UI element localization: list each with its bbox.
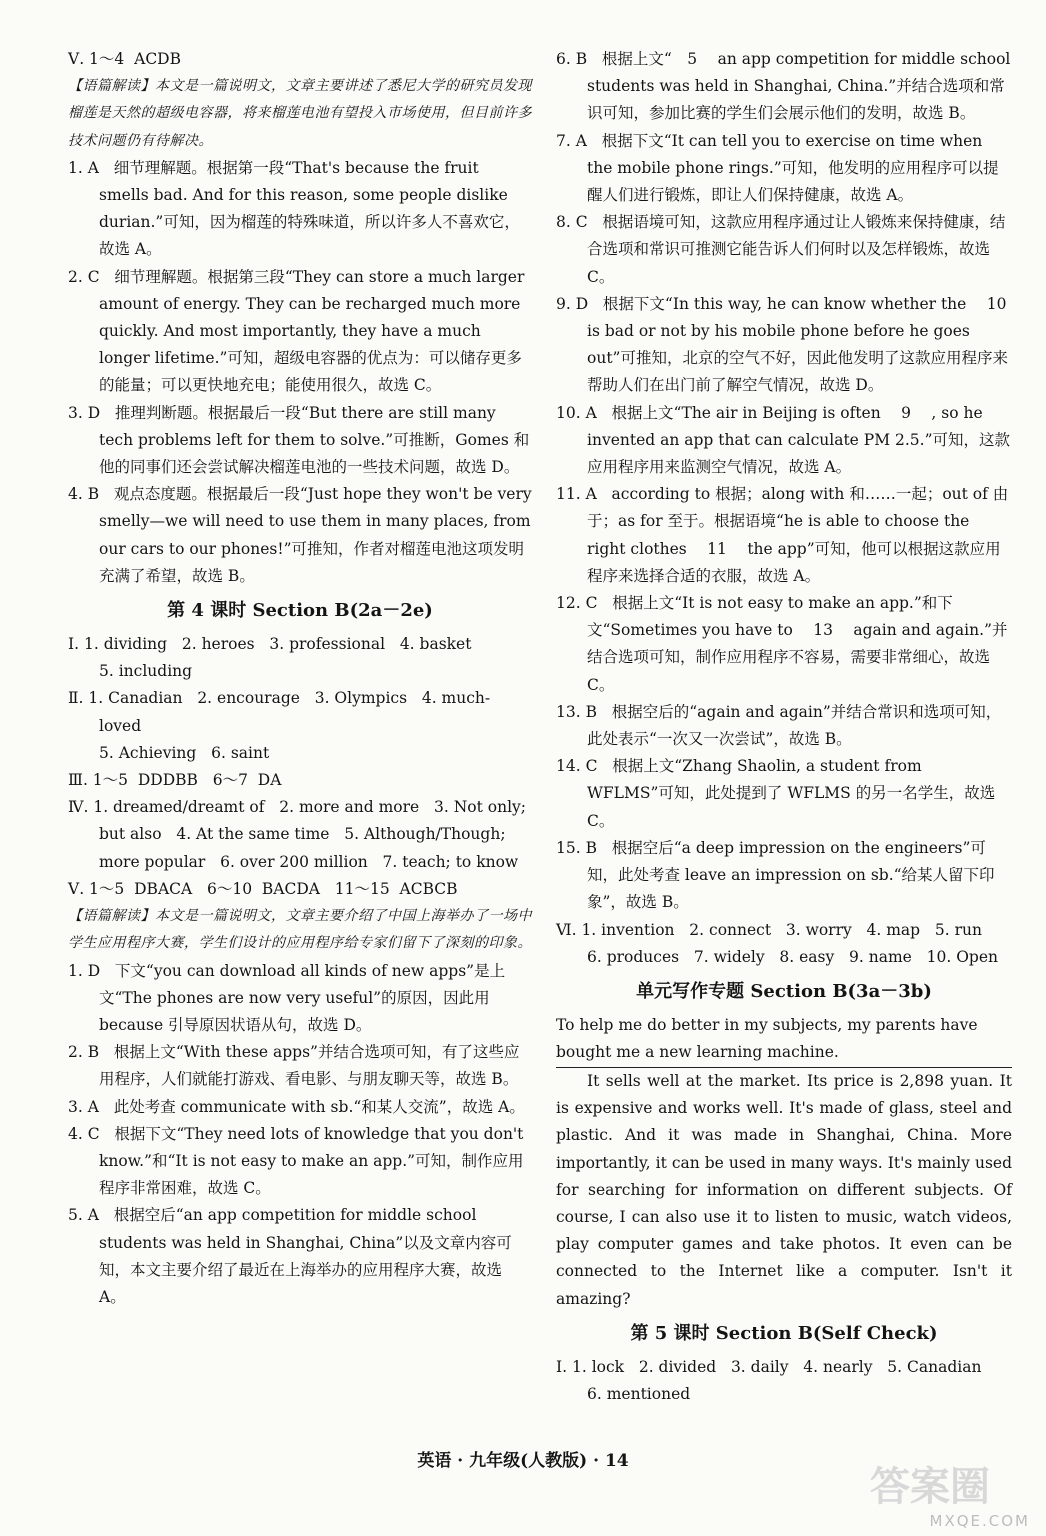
answer-paragraph: Ⅵ. 1. invention 2. connect 3. worry 4. map 5. run 6. produces 7. widely 8. easy 9. name 10. Open xyxy=(556,920,998,966)
answer-paragraph: 3. A 此处考查 communicate with sb.“和某人交流”，故选 A。 xyxy=(68,1097,525,1116)
right-column xyxy=(556,46,1027,1408)
answer-paragraph: 7. A 根据下文“It can tell you to exercise on time when the mobile phone rings.”可知，他发明的应用程序可以提醒人们进行锻炼，即让人们保持健康，故选 A。 xyxy=(556,131,999,205)
answer-paragraph: 15. B 根据空后“a deep impression on the engineers”可知，此处考查 leave an impression on sb.“给某人留下印象”，故选 B。 xyxy=(556,838,995,912)
answer-paragraph: 2. C 细节理解题。根据第三段“They can store a much larger amount of energy. They can be recharged much more quickly. And most importantly, they have a much longer lifetime.”可知，超级电容器的优点为：可以储存更多的能量；可以更快地充电；能使用很久，故选 C。 xyxy=(68,267,530,395)
answer-paragraph: 【语篇解读】本文是一篇说明文，文章主要讲述了悉尼大学的研究员发现榴莲是天然的超级电容器，将来榴莲电池有望投入市场使用，但目前许多技术问题仍有待解决。 xyxy=(68,78,532,149)
answer-paragraph: Ⅴ. 1～5 DBACA 6～10 BACDA 11～15 ACBCB xyxy=(68,879,458,898)
answer-paragraph: Ⅳ. 1. dreamed/dreamt of 2. more and more 3. Not only; but also 4. At the same time 5. Although/Though; more popular 6. over 200 million 7. teach; to know xyxy=(68,798,531,871)
answer-paragraph: Ⅲ. 1～5 DDDBB 6～7 DA xyxy=(68,771,282,790)
answer-paragraph: Ⅰ. 1. dividing 2. heroes 3. professional 4. basket 5. including xyxy=(68,635,472,681)
section-title: 第 5 课时 Section B(Self Check) xyxy=(630,1322,938,1344)
answer-paragraph: 【语篇解读】本文是一篇说明文，文章主要介绍了中国上海举办了一场中学生应用程序大赛，学生们设计的应用程序给专家们留下了深刻的印象。 xyxy=(68,908,532,952)
answer-paragraph: Ⅰ. 1. lock 2. divided 3. daily 4. nearly 5. Canadian 6. mentioned xyxy=(556,1357,982,1403)
answer-paragraph: 11. A according to 根据；along with 和……一起；out of 由于；as for 至于。根据语境“he is able to choose the right clothes 11 the app”可知，他可以根据这款应用程序来选择合适的衣服，故选 A。 xyxy=(556,485,1009,585)
answer-paragraph: 3. D 推理判断题。根据最后一段“But there are still many tech problems left for them to solve.”可推断，Gomes 和他的同事们还会尝试解决榴莲电池的一些技术问题，故选 D。 xyxy=(68,403,530,477)
answer-paragraph: Ⅴ. 1～4 ACDB xyxy=(68,50,181,68)
answer-paragraph: 12. C 根据上文“It is not easy to make an app.”和下文“Sometimes you have to 13 again and again.”并结合选项可知，制作应用程序不容易，需要非常细心，故选 C。 xyxy=(556,594,1008,694)
essay-body: It sells well at the market. Its price is 2,898 yuan. It is expensive and works well. It's made of glass, steel and plastic. And it was made in Shanghai, China. More importantly, it can be used in many ways. It's mainly used for searching for information on different subjects. Of course, I can also use it to listen to music, watch videos, play computer games and take photos. It even can be connected to the Internet like a computer. Isn't it amazing? xyxy=(556,1071,1012,1308)
watermark xyxy=(850,1455,1030,1530)
answer-paragraph: 5. A 根据空后“an app competition for middle school students was held in Shanghai, China”以及文章内容可知，本文主要介绍了最近在上海举办的应用程序大赛，故选 A。 xyxy=(68,1206,512,1306)
section-title: 单元写作专题 Section B(3a－3b) xyxy=(636,980,932,1002)
page-footer: 英语 · 九年级(人教版) · 14 xyxy=(417,1451,629,1471)
watermark-logo: 答案圈 xyxy=(870,1464,990,1510)
left-column xyxy=(68,46,537,1311)
answer-paragraph: Ⅱ. 1. Canadian 2. encourage 3. Olympics 4. much-loved 5. Achieving 6. saint xyxy=(68,689,491,762)
answer-paragraph: 8. C 根据语境可知，这款应用程序通过让人锻炼来保持健康，结合选项和常识可推测它能告诉人们何时以及怎样锻炼，故选 C。 xyxy=(556,213,1006,286)
answer-paragraph: 13. B 根据空后的“again and again”并结合常识和选项可知，此处表示“一次又一次尝试”，故选 B。 xyxy=(556,702,1002,749)
answer-paragraph: 4. B 观点态度题。根据最后一段“Just hope they won't be very smelly—we will need to use them in many places, from our cars to our phones!”可推知，作者对榴莲电池这项发明充满了希望，故选 B。 xyxy=(68,485,537,585)
answer-paragraph: 6. B 根据上文“ 5 an app competition for middle school students was held in Shanghai, China.”并结合选项和常识可知，参加比赛的学生们会展示他们的发明，故选 B。 xyxy=(556,50,1016,123)
watermark-url: MXQE.COM xyxy=(929,1512,1030,1530)
answer-paragraph: 10. A 根据上文“The air in Beijing is often 9 , so he invented an app that can calculate PM 2.5.”可知，这款应用程序用来监测空气情况，故选 A。 xyxy=(556,403,1011,477)
answer-paragraph: 1. A 细节理解题。根据第一段“That's because the fruit smells bad. And for this reason, some people dislike durian.”可知，因为榴莲的特殊味道，所以许多人不喜欢它，故选 A。 xyxy=(68,158,520,259)
answer-paragraph: 9. D 根据下文“In this way, he can know whether the 10 is bad or not by his mobile phone before he goes out”可推知，北京的空气不好，因此他发明了这款应用程序来帮助人们在出门前了解空气情况，故选 D。 xyxy=(556,294,1027,395)
answer-paragraph: 1. D 下文“you can download all kinds of new apps”是上文“The phones are now very useful”的原因，因此用 because 引导原因状语从句，故选 D。 xyxy=(68,961,506,1034)
answer-paragraph: 14. C 根据上文“Zhang Shaolin, a student from WFLMS”可知，此处提到了 WFLMS 的另一名学生，故选 C。 xyxy=(556,757,1001,830)
answer-paragraph: 2. B 根据上文“With these apps”并结合选项可知，有了这些应用程序，人们就能打游戏、看电影、与朋友聊天等，故选 B。 xyxy=(68,1043,520,1089)
essay-opening: To help me do better in my subjects, my parents have bought me a new learning machine. xyxy=(556,1012,1012,1068)
answer-paragraph: 4. C 根据下文“They need lots of knowledge that you don't know.”和“It is not easy to make an app.”可知，制作应用程序非常困难，故选 C。 xyxy=(68,1124,529,1198)
section-title: 第 4 课时 Section B(2a－2e) xyxy=(167,600,433,622)
